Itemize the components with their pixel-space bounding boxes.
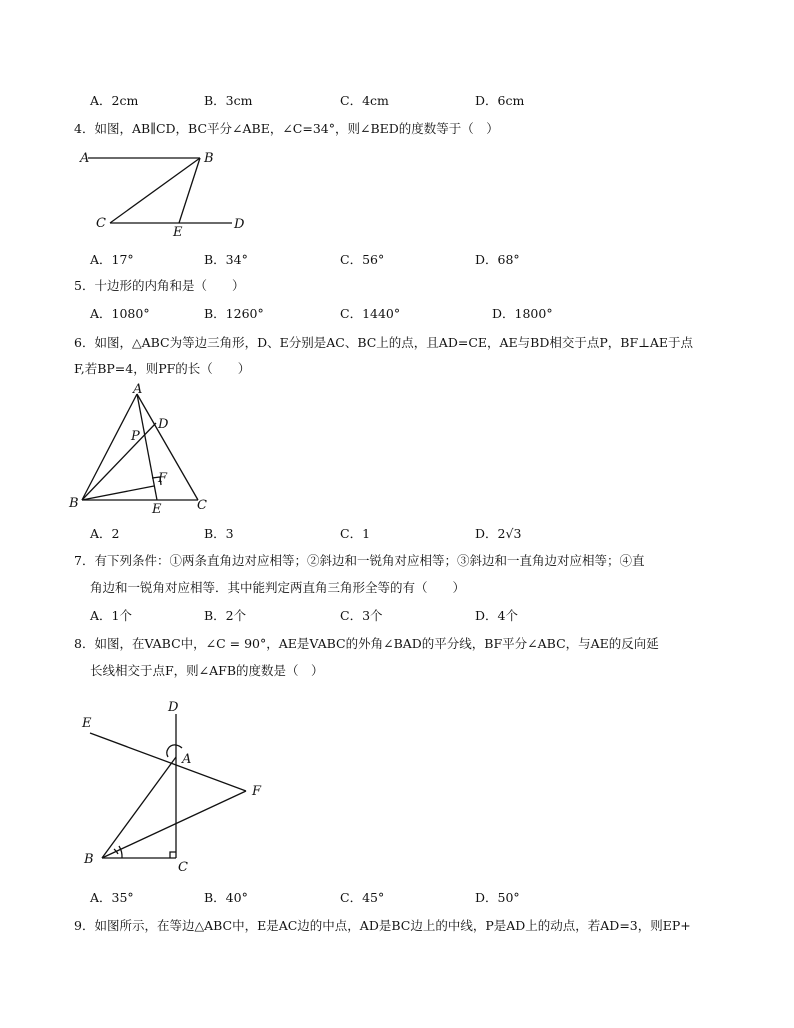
- q5-option-a: A．1080°: [90, 306, 150, 321]
- label-e: E: [152, 502, 162, 517]
- q6-option-b: B．3: [204, 526, 234, 541]
- label-b: B: [69, 496, 79, 511]
- q3-option-b: B．3cm: [204, 93, 253, 108]
- line-bf: [102, 791, 246, 858]
- label-d: D: [158, 417, 169, 432]
- q6-option-c: C．1: [340, 526, 371, 541]
- q4-figure: [72, 148, 262, 240]
- line-ab: [82, 394, 137, 500]
- right-angle-mark: [170, 852, 176, 858]
- label-d: D: [234, 217, 245, 232]
- q4-option-b: B．34°: [204, 252, 248, 267]
- q5-option-d: D．1800°: [492, 306, 553, 321]
- label-a: A: [80, 151, 90, 166]
- label-p: P: [131, 429, 140, 444]
- label-e: E: [82, 716, 92, 731]
- label-d: D: [168, 700, 179, 715]
- q5-stem: 5．十边形的内角和是（ ）: [74, 278, 245, 293]
- q3-option-d: D．6cm: [475, 93, 525, 108]
- angle-arc-dae: [167, 745, 176, 757]
- line-ac: [137, 394, 198, 500]
- q7-stem-line1: 7．有下列条件：①两条直角边对应相等；②斜边和一锐角对应相等；③斜边和一直角边对应相等；④直: [74, 553, 645, 568]
- q8-option-d: D．50°: [475, 890, 520, 905]
- line-ba: [102, 757, 176, 858]
- q8-option-a: A．35°: [90, 890, 134, 905]
- q6-stem-line2: F,若BP=4，则PF的长（ ）: [74, 361, 251, 376]
- line-be: [179, 158, 200, 223]
- q4-option-a: A．17°: [90, 252, 134, 267]
- label-f: F: [158, 471, 168, 486]
- q6-option-d: D．2√3: [475, 526, 522, 541]
- q4-stem: 4．如图，AB∥CD，BC平分∠ABE，∠C=34°，则∠BED的度数等于（ ）: [74, 121, 499, 136]
- q7-option-b: B．2个: [204, 608, 247, 623]
- q7-stem-line2: 角边和一锐角对应相等．其中能判定两直角三角形全等的有（ ）: [90, 580, 466, 595]
- label-c: C: [96, 216, 106, 231]
- line-bc: [110, 158, 200, 223]
- label-e: E: [173, 225, 183, 240]
- q7-option-a: A．1个: [90, 608, 132, 623]
- q7-option-d: D．4个: [475, 608, 518, 623]
- label-c: C: [197, 498, 207, 513]
- q8-stem-line1: 8．如图，在VABC中，∠C = 90°，AE是VABC的外角∠BAD的平分线，BF平分∠ABC，与AE的反向延: [74, 636, 659, 651]
- label-c: C: [178, 860, 188, 875]
- line-ae: [137, 394, 157, 500]
- q8-option-b: B．40°: [204, 890, 248, 905]
- q8-stem-line2: 长线相交于点F，则∠AFB的度数是（ ）: [90, 663, 324, 678]
- angle-arc-ead: [176, 745, 182, 748]
- line-bd: [82, 423, 156, 500]
- q8-figure: [74, 696, 284, 878]
- q3-option-c: C．4cm: [340, 93, 389, 108]
- label-a: A: [133, 382, 143, 397]
- line-ef: [90, 733, 246, 791]
- q4-option-d: D．68°: [475, 252, 520, 267]
- label-b: B: [84, 852, 94, 867]
- q9-stem-line1: 9．如图所示，在等边△ABC中，E是AC边的中点，AD是BC边上的中线，P是AD上的动点，若AD=3，则EP+: [74, 918, 691, 933]
- q5-option-c: C．1440°: [340, 306, 401, 321]
- angle-arc-abf: [119, 846, 122, 858]
- q6-option-a: A．2: [90, 526, 120, 541]
- q3-option-a: A．2cm: [90, 93, 139, 108]
- q6-figure: [66, 382, 216, 518]
- label-b: B: [204, 151, 214, 166]
- label-f: F: [252, 784, 262, 799]
- q8-option-c: C．45°: [340, 890, 385, 905]
- label-a: A: [182, 752, 192, 767]
- q7-option-c: C．3个: [340, 608, 383, 623]
- q4-option-c: C．56°: [340, 252, 385, 267]
- q5-option-b: B．1260°: [204, 306, 264, 321]
- q6-stem-line1: 6．如图，△ABC为等边三角形，D、E分别是AC、BC上的点，且AD=CE，AE与BD相交于点P，BF⊥AE于点: [74, 335, 694, 350]
